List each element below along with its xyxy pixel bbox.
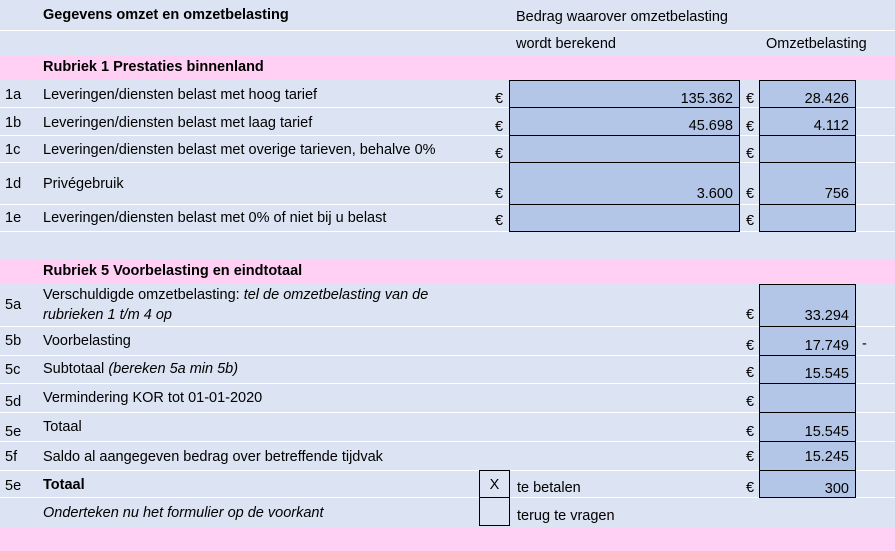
col-amount-header-line2: wordt berekend bbox=[516, 36, 616, 52]
total-label: Totaal bbox=[43, 477, 85, 493]
pay-checkbox[interactable]: X bbox=[479, 470, 510, 498]
euro-sign: € bbox=[746, 424, 755, 440]
row-code: 5f bbox=[5, 449, 18, 465]
euro-sign: € bbox=[746, 394, 755, 410]
row-label: Leveringen/diensten belast met hoog tarief bbox=[43, 87, 318, 103]
field-5a[interactable]: 33.294 bbox=[759, 284, 856, 327]
refund-label: terug te vragen bbox=[517, 508, 615, 524]
row-code: 5b bbox=[5, 333, 22, 349]
euro-sign: € bbox=[746, 365, 755, 381]
field-5e[interactable]: 15.545 bbox=[759, 412, 856, 442]
field-5d[interactable] bbox=[759, 383, 856, 413]
euro-sign: € bbox=[746, 91, 755, 107]
row-code: 1a bbox=[5, 87, 22, 103]
row-code: 1e bbox=[5, 210, 22, 226]
rubriek5-title: Rubriek 5 Voorbelasting en eindtotaal bbox=[43, 263, 303, 279]
euro-sign: € bbox=[495, 119, 504, 135]
sign-note: Onderteken nu het formulier op de voorkant bbox=[43, 505, 324, 521]
row-label: Leveringen/diensten belast met overige tarieven, behalve 0% bbox=[43, 142, 436, 158]
tax-field-1e[interactable] bbox=[759, 204, 856, 232]
euro-sign: € bbox=[746, 186, 755, 202]
field-5b[interactable]: 17.749 bbox=[759, 326, 856, 356]
field-total[interactable]: 300 bbox=[759, 470, 856, 498]
field-5c[interactable]: 15.545 bbox=[759, 355, 856, 384]
euro-sign: € bbox=[495, 186, 504, 202]
rubriek1-title: Rubriek 1 Prestaties binnenland bbox=[43, 59, 264, 75]
row-label: Subtotaal (bereken 5a min 5b) bbox=[43, 361, 239, 377]
euro-sign: € bbox=[746, 480, 755, 496]
row-label: Privégebruik bbox=[43, 176, 124, 192]
col-tax-header: Omzetbelasting bbox=[766, 36, 867, 52]
euro-sign: € bbox=[495, 91, 504, 107]
tax-field-1a[interactable]: 28.426 bbox=[759, 80, 856, 108]
row-label-continued: rubrieken 1 t/m 4 op bbox=[43, 307, 172, 323]
col-amount-header-line1: Bedrag waarover omzetbelasting bbox=[516, 9, 728, 25]
row-code: 5d bbox=[5, 394, 22, 410]
form-title: Gegevens omzet en omzetbelasting bbox=[43, 7, 289, 23]
amount-field-1d[interactable]: 3.600 bbox=[509, 162, 740, 205]
row-label: Vermindering KOR tot 01-01-2020 bbox=[43, 390, 263, 406]
row-code: 1d bbox=[5, 176, 22, 192]
euro-sign: € bbox=[746, 307, 755, 323]
euro-sign: € bbox=[495, 213, 504, 229]
tax-field-1d[interactable]: 756 bbox=[759, 162, 856, 205]
euro-sign: € bbox=[495, 146, 504, 162]
row-code: 1c bbox=[5, 142, 21, 158]
row-code: 5e bbox=[5, 424, 22, 440]
amount-field-1c[interactable] bbox=[509, 135, 740, 163]
amount-field-1a[interactable]: 135.362 bbox=[509, 80, 740, 108]
amount-field-1e[interactable] bbox=[509, 204, 740, 232]
row-label: Verschuldigde omzetbelasting: tel de omzetbelasting van de bbox=[43, 287, 429, 303]
euro-sign: € bbox=[746, 213, 755, 229]
row-label: Leveringen/diensten belast met laag tarief bbox=[43, 115, 313, 131]
row-label: Saldo al aangegeven bedrag over betreffende tijdvak bbox=[43, 449, 383, 465]
row-label: Voorbelasting bbox=[43, 333, 131, 349]
row-code: 5e bbox=[5, 478, 22, 494]
euro-sign: € bbox=[746, 119, 755, 135]
euro-sign: € bbox=[746, 449, 755, 465]
refund-checkbox[interactable] bbox=[479, 497, 510, 526]
euro-sign: € bbox=[746, 338, 755, 354]
row-label: Leveringen/diensten belast met 0% of niet bij u belast bbox=[43, 210, 387, 226]
row-label: Totaal bbox=[43, 419, 82, 435]
pay-label: te betalen bbox=[517, 480, 581, 496]
bottom-band bbox=[0, 527, 895, 551]
tax-field-1b[interactable]: 4.112 bbox=[759, 107, 856, 136]
row-code: 5a bbox=[5, 297, 22, 313]
minus-sign: - bbox=[862, 336, 867, 352]
tax-field-1c[interactable] bbox=[759, 135, 856, 163]
field-5f[interactable]: 15.245 bbox=[759, 441, 856, 471]
euro-sign: € bbox=[746, 146, 755, 162]
row-code: 1b bbox=[5, 115, 22, 131]
amount-field-1b[interactable]: 45.698 bbox=[509, 107, 740, 136]
row-code: 5c bbox=[5, 362, 21, 378]
